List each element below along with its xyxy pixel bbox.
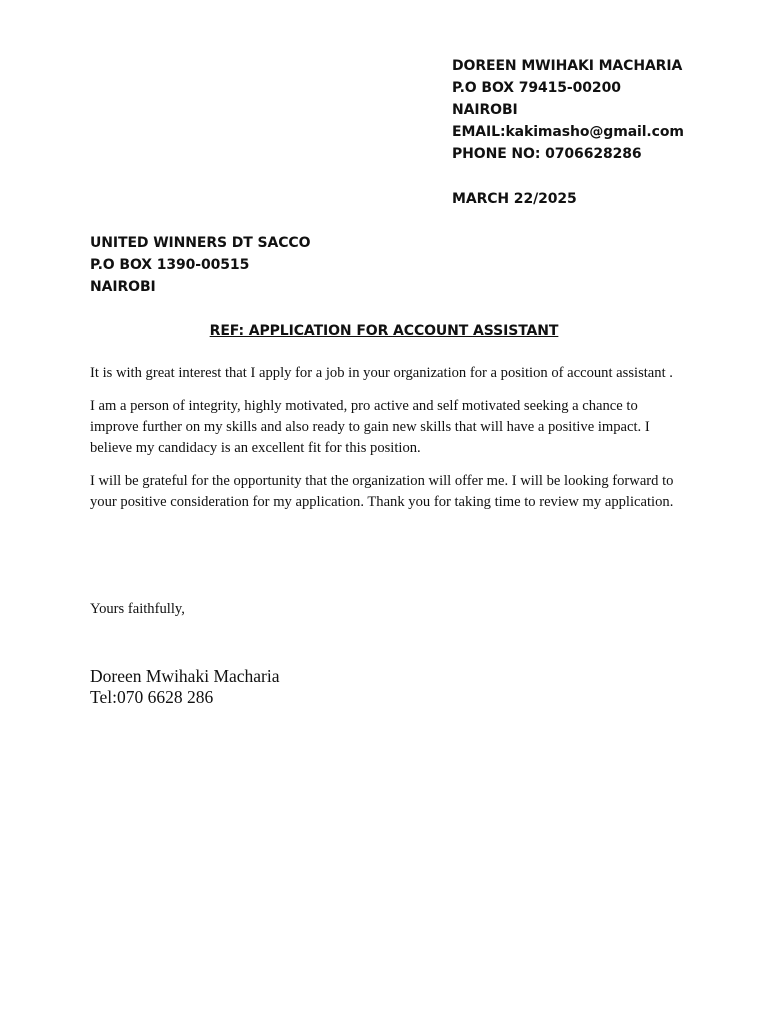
body-paragraph: I am a person of integrity, highly motivated, pro active and self motivated seeking a chance to improve further on my skills and also ready to gain new skills that will have a positive impact. I believe my candidacy is an excellent fit for this position. <box>90 398 650 456</box>
body-paragraph: It is with great interest that I apply for a job in your organization for a position of account assistant . <box>90 365 673 381</box>
sender-phone: PHONE NO: 0706628286 <box>452 146 642 162</box>
sender-city: NAIROBI <box>452 102 518 118</box>
closing-salutation: Yours faithfully, <box>90 601 185 617</box>
recipient-name: UNITED WINNERS DT SACCO <box>90 235 311 251</box>
signature-name: Doreen Mwihaki Macharia <box>90 666 280 686</box>
sender-name: DOREEN MWIHAKI MACHARIA <box>452 58 683 74</box>
sender-email: EMAIL:kakimasho@gmail.com <box>452 124 684 140</box>
signature-tel: Tel:070 6628 286 <box>90 687 214 707</box>
recipient-address-block <box>90 232 490 298</box>
body-paragraph: I will be grateful for the opportunity that the organization will offer me. I will be looking forward to your positive consideration for my application. Thank you for taking time to review my application. <box>90 473 674 510</box>
signature-block <box>90 666 280 708</box>
recipient-city: NAIROBI <box>90 279 156 295</box>
sender-po-box: P.O BOX 79415-00200 <box>452 80 621 96</box>
letter-date: MARCH 22/2025 <box>452 191 577 207</box>
recipient-po-box: P.O BOX 1390-00515 <box>90 257 250 273</box>
letter-body <box>90 363 682 525</box>
sender-address-block <box>452 55 752 165</box>
reference-line: REF: APPLICATION FOR ACCOUNT ASSISTANT <box>209 323 559 339</box>
